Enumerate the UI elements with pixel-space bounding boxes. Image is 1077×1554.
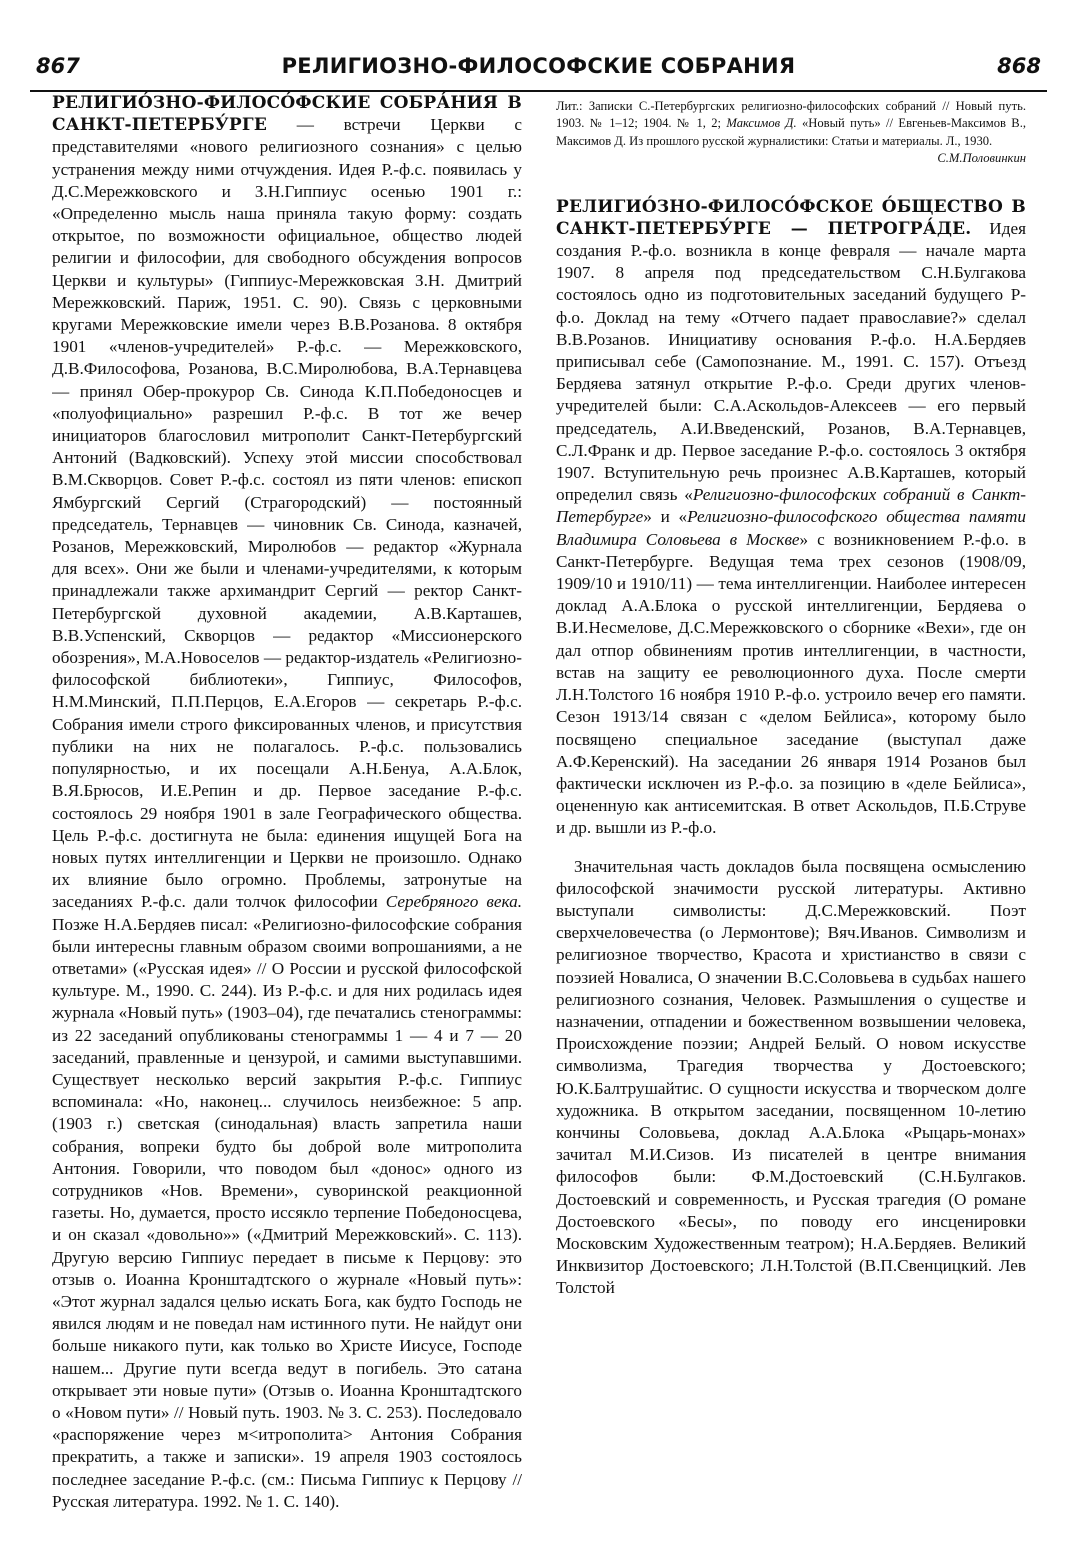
article-1-paragraph: РЕЛИГИО́ЗНО-ФИЛОСО́ФСКИЕ СОБРА́НИЯ В САНКТ-ПЕТЕРБУ́РГЕ — встречи Церкви с представителями «нового религиозного сознания» с целью устранения между ними отчуждения. Идея Р.-ф.с. появилась у Д.С.Мережковского и З.Н.Гиппиус осенью 1901 г.: «Определенно мысль наша приняла такую форму: создать открытое, по возможности официальное, общество людей религии и философии, для свободного обсуждения вопросов Церкви и культуры» (Гиппиус-Мережковская З.Н. Дмитрий Мережковский. Париж, 1951. С. 90). Связь с церковными кругами Мережковские имели через В.В.Розанова. 8 октября 1901 «членов-учредителей» Р.-ф.с. — Мережковского, Д.В.Философова, Розанова, В.С.Миролюбова, В.А.Тернавцева — принял Обер-прокурор Св. Синода К.П.Победоносцев и «полуофициально» разрешил Р.-ф.с. В тот же вечер инициаторов благословил митрополит Санкт-Петербургский Антоний (Вадковский). Успеху этой миссии способствовал В.М.Скворцов. Совет Р.-ф.с. состоял из пяти членов: епископ Ямбургский Сергий (Страгородский) — постоянный председатель, Тернавцев — чиновник Св. Синода, казначей, Розанов, Мережковский, Миролюбов — редактор «Журнала для всех». Они же были и членами-учредителями, к которым принадлежали также архимандрит Сергий — ректор Санкт-Петербургской духовной академии, А.В.Карташев, В.В.Успенский, Скворцов — редактор «Миссионерского обозрения», М.А.Новоселов — редактор-издатель «Религиозно-философской библиотеки», Гиппиус, Философов, Н.М.Минский, П.П.Перцов, Е.А.Егоров — секретарь Р.-ф.с. Собрания имели строго фиксированных членов, и присутствия публики на них не полагалось. Р.-ф.с. пользовались популярностью, и их посещали А.Н.Бенуа, А.А.Блок, В.Я.Брюсов, И.Е.Репин и др. Первое заседание Р.-ф.с. состоялось 29 ноября 1901 в зале Географического общества. Цель Р.-ф.с. достигнута не была: единения ищущей Бога на новых путях интеллигенции и Церкви не произошло. Однако их влияние было огромно. Проблемы, затронутые на заседаниях Р.-ф.с. дали толчок философии Серебряного века. Позже Н.А.Бердяев писал: «Религиозно-философские собрания были интересны главным образом своими вопрошаниями, а не ответами» («Русская идея» // О России и русской философской культуре. М., 1990. С. 244). Из Р.-ф.с. и для них родилась идея журнала «Новый путь» (1903–04), где печатались стенограммы: из 22 заседаний опубликованы стенограммы 1 — 4 и 7 — 20 заседаний, правленные и цензурой, и самими выступавшими. Существует несколько версий закрытия Р.-ф.с. Гиппиус вспоминала: «Но, наконец... случилось неизбежное: 5 апр. (1903 г.) светская (синодальная) власть запретила наши собрания, вопреки будто бы доброй воле митрополита Антония. Говорили, что поводом был «донос» одного из сотрудников «Нов. Времени», суворинской реакционной газеты. Но, думается, просто иссякло терпение Победоносцева, и он сказал «довольно»» («Дмитрий Мережковский». С. 113). Другую версию Гиппиус передает в письме к Перцову: это отзыв о. Иоанна Кронштадтского о журнале «Новый путь»: «Этот журнал задался целью искать Бога, как будто Господь не явился людям и не поведал нам истинного пути. Не найдут они больше никакого пути, как только во Христе Иисусе, Господе нашем... Другие пути всегда ведут в погибель. Это сатана открывает эти новые пути» (Отзыв о. Иоанна Кронштадтского о «Новом пути» // Новый путь. 1903. № 3. С. 253). Последовало «распоряжение через м<итрополита> Антония Собрания прекратить, а также и записки». 19 апреля 1903 состоялось последнее заседание Р.-ф.с. (см.: Письма Гиппиус к Перцову // Русская литература. 1992. № 1. С. 140). bbox=[52, 93, 522, 1511]
article-1-literature: Лит.: Записки С.-Петербургских религиозно-философских собраний // Новый путь. 1903. № 1–12; 1904. № 1, 2; Максимов Д. «Новый путь» // Евгеньев-Максимов В., Максимов Д. Из прошлого русской журналистики: Статьи и материалы. Л., 1930. С.М.Половинкин bbox=[556, 98, 1026, 168]
article-2-paragraph-1: РЕЛИГИО́ЗНО-ФИЛОСО́ФСКОЕ О́БЩЕСТВО В САНКТ-ПЕТЕРБУ́РГЕ — ПЕТРОГРА́ДЕ. Идея создания Р.-ф.о. возникла в конце февраля — начале марта 1907. 8 апреля под председательством С.Н.Булгакова состоялось одно из подготовительных заседаний будущего Р-ф.о. Доклад на тему «Отчего падает православие?» сделал В.В.Розанов. Инициативу основания Р.-ф.о. Н.А.Бердяев приписывал себе (Самопознание. М., 1991. С. 157). Отъезд Бердяева затянул открытие Р.-ф.о. Среди других членов-учредителей были: С.А.Аскольдов-Алексеев — его первый председатель, А.И.Введенский, Розанов, В.А.Тернавцев, С.Л.Франк и др. Первое заседание Р.-ф.о. состоялось 3 октября 1907. Вступительную речь произнес А.В.Карташев, который определил связь «Религиозно-философских собраний в Санкт-Петербурге» и «Религиозно-философского общества памяти Владимира Соловьева в Москве» с возникновением Р.-ф.о. в Санкт-Петербурге. Ведущая тема трех сезонов (1908/09, 1909/10 и 1910/11) — тема интеллигенции. Наиболее интересен доклад А.А.Блока о русской интеллигенции, Бердяева о В.И.Несмелове, Д.С.Мережковского о сборнике «Вехи», где он дал отпор обвинениям против интеллигенции, в частности, встав на защиту ее революционного духа. После смерти Л.Н.Толстого 16 ноября 1910 Р.-ф.о. устроило вечер его памяти. Сезон 1913/14 связан с «делом Бейлиса», которому было посвящено специальное заседание (выступал даже А.Ф.Керенский). На заседании 26 января 1914 Розанов был фактически исключен из Р.-ф.о. за позицию в «деле Бейлиса», оцененную как антисемитская. В ответ Аскольдов, П.Б.Струве и др. вышли из Р.-ф.о. bbox=[556, 196, 1026, 838]
article-1-text-flow: Позже Н.А.Бердяев писал: «Религиозно-философские собрания были интересны главным образом своими вопрошаниями, а не ответами» («Русская идея» // О России и русской философской культуре. М., 1990. С. 244). Из Р.-ф.с. и для них родилась идея журнала «Новый путь» (1903–04), где печатались стенограммы: из 22 заседаний опубликованы стенограммы 1 — 4 и 7 — 20 заседаний, правленные и цензурой, и самими выступавшими. Существует несколько версий закрытия Р.-ф.с. Гиппиус вспоминала: «Но, наконец... случилось неизбежное: 5 апр. (1903 г.) светская (синодальная) власть запретила наши собрания, вопреки будто бы доброй воле митрополита Антония. Говорили, что поводом был «донос» одного из сотрудников «Нов. Времени», суворинской реакционной газеты. Но, думается, просто иссякло терпение Победоносцева, и он сказал «довольно»» («Дмитрий Мережковский». С. 113). Другую версию Гиппиус передает в письме к Перцову: это отзыв о. Иоанна Кронштадтского о журнале «Новый путь»: «Этот журнал задался целью искать Бога, как будто Господь не явился людям и не поведал нам истинного пути. Не найдут они больше никакого пути, как только во Христе Иисусе, Господе нашем... Другие пути всегда ведут в погибель. Это сатана открывает эти новые пути» (Отзыв о. Иоанна Кронштадтского о «Новом пути» // Новый путь. 1903. № 3. С. 253). Последовало «распоряжение через м<итрополита> Антония Собрания прекратить, а также и записки». 19 апреля 1903 состоялось последнее заседание Р.-ф.с. (см.: Письма Гиппиус к Перцову // Русская литература. 1992. № 1. С. 140). bbox=[52, 914, 522, 1511]
running-header bbox=[30, 50, 1047, 92]
running-title: РЕЛИГИОЗНО-ФИЛОСОФСКИЕ СОБРАНИЯ bbox=[281, 54, 796, 78]
page-number-left: 867 bbox=[36, 54, 80, 78]
article-2-paragraph-2: Значительная часть докладов была посвящена осмыслению философской значимости русской литературы. Активно выступали символисты: Д.С.Мережковский. Поэт сверхчеловечества (о Лермонтове); Вяч.Иванов. Символизм и религиозное творчество, Красота и христианство в связи с поэзией Новалиса, О значении В.С.Соловьева в судьбах нашего религиозного сознания, Человек. Размышления о существе и назначении, отпадении и божественном возвышении человека, Происхождение поэзии; Андрей Белый. О новом искусстве символизма, Трагедия творчества у Достоевского; Ю.К.Балтрушайтис. О сущности искусства и творческом долге художника. В открытом заседании, посвященном 10-летию кончины Соловьева, доклад А.А.Блока «Рыцарь-монах» зачитал М.И.Сизов. Из писателей в центре внимания философов были: Ф.М.Достоевский (С.Н.Булгаков. Достоевский и современность, и Русская трагедия (О романе Достоевского «Бесы», по поводу его инсценировки Московским Художественным театром); Н.А.Бердяев. Великий Инквизитор Достоевского; Л.Н.Толстой (В.П.Свенцицкий. Лев Толстой bbox=[556, 856, 1026, 1298]
column-left bbox=[52, 92, 522, 1542]
column-right bbox=[556, 92, 1026, 1542]
article-1-headword: РЕЛИГИО́ЗНО-ФИЛОСО́ФСКИЕ СОБРА́НИЯ В САНКТ-ПЕТЕРБУ́РГЕ bbox=[52, 93, 522, 136]
page-number-right: 868 bbox=[997, 54, 1041, 78]
article-2-headword: РЕЛИГИО́ЗНО-ФИЛОСО́ФСКОЕ О́БЩЕСТВО В САНКТ-ПЕТЕРБУ́РГЕ — ПЕТРОГРА́ДЕ. bbox=[556, 196, 1026, 239]
article-1-signature: С.М.Половинкин bbox=[937, 151, 1026, 166]
